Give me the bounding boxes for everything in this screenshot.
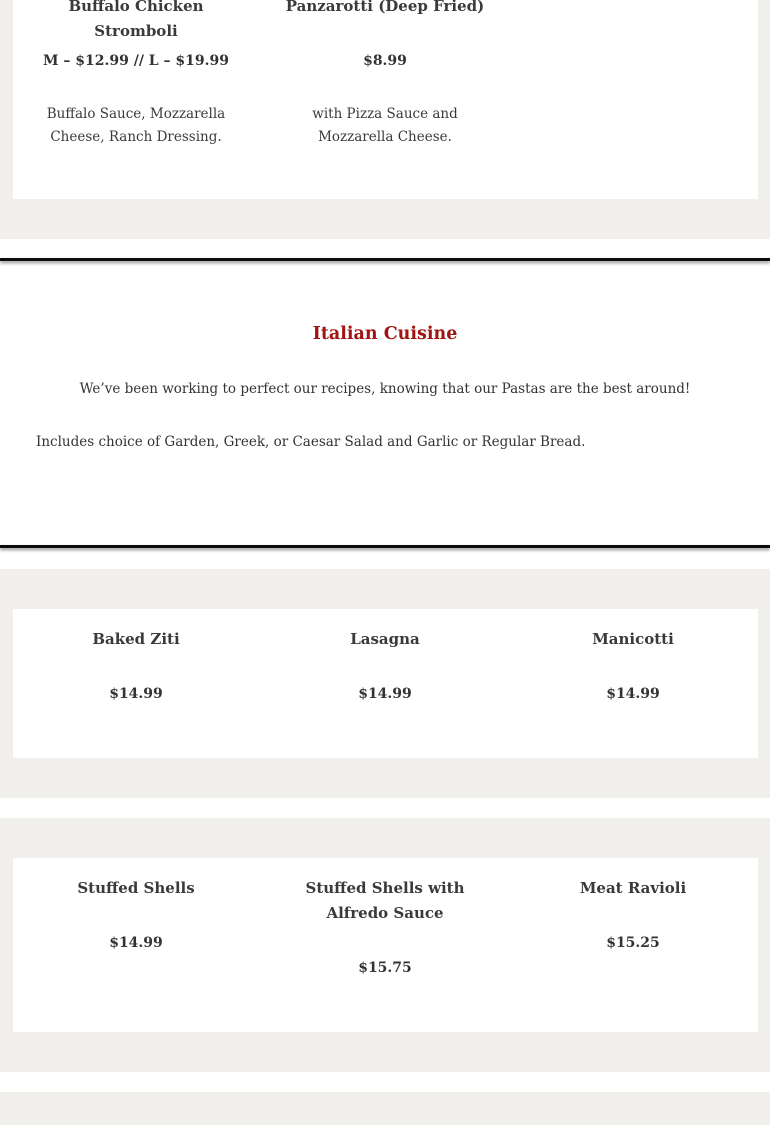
menu-item-lasagna	[275, 609, 495, 758]
section-note: Includes choice of Garden, Greek, or Caesar Salad and Garlic or Regular Bread.	[36, 434, 586, 450]
menu-item-name: Stuffed Shells	[77, 879, 195, 897]
menu-item-baked-ziti	[26, 609, 246, 758]
menu-item-panzarotti	[275, 0, 495, 199]
menu-item-description: Buffalo Sauce, Mozzarella Cheese, Ranch Dressing.	[46, 106, 226, 145]
menu-item-manicotti	[523, 609, 743, 758]
section-title: Italian Cuisine	[312, 324, 458, 344]
section-intro: We’ve been working to perfect our recipes, knowing that our Pastas are the best around!	[79, 381, 691, 397]
menu-row-card-2	[13, 858, 758, 1032]
menu-item-description: with Pizza Sauce and Mozzarella Cheese.	[312, 106, 458, 145]
menu-item-stuffed-shells-alfredo	[275, 858, 495, 1032]
menu-item-price: $8.99	[363, 53, 407, 69]
menu-item-name: Meat Ravioli	[579, 879, 687, 897]
menu-item-name: Stuffed Shells with Alfredo Sauce	[305, 879, 465, 922]
menu-item-price: $14.99	[109, 686, 163, 702]
menu-item-price: M – $12.99 // L – $19.99	[43, 53, 229, 69]
menu-item-buffalo-stromboli	[26, 0, 246, 199]
menu-item-price: $15.75	[358, 960, 412, 976]
menu-item-price: $15.25	[606, 935, 660, 951]
menu-item-meat-ravioli	[523, 858, 743, 1032]
menu-item-name: Lasagna	[350, 630, 420, 648]
menu-item-name: Panzarotti (Deep Fried)	[285, 0, 485, 15]
section-divider-top	[0, 258, 770, 261]
menu-item-price: $14.99	[109, 935, 163, 951]
section-divider-bottom	[0, 545, 770, 548]
menu-item-name: Baked Ziti	[92, 630, 180, 648]
menu-item-name: Manicotti	[592, 630, 674, 648]
menu-item-price: $14.99	[358, 686, 412, 702]
menu-item-stuffed-shells	[26, 858, 246, 1032]
top-menu-card	[13, 0, 758, 199]
menu-row-band-3	[0, 1092, 770, 1125]
menu-item-price: $14.99	[606, 686, 660, 702]
menu-row-card-1	[13, 609, 758, 758]
menu-item-name: Buffalo Chicken Stromboli	[68, 0, 204, 40]
